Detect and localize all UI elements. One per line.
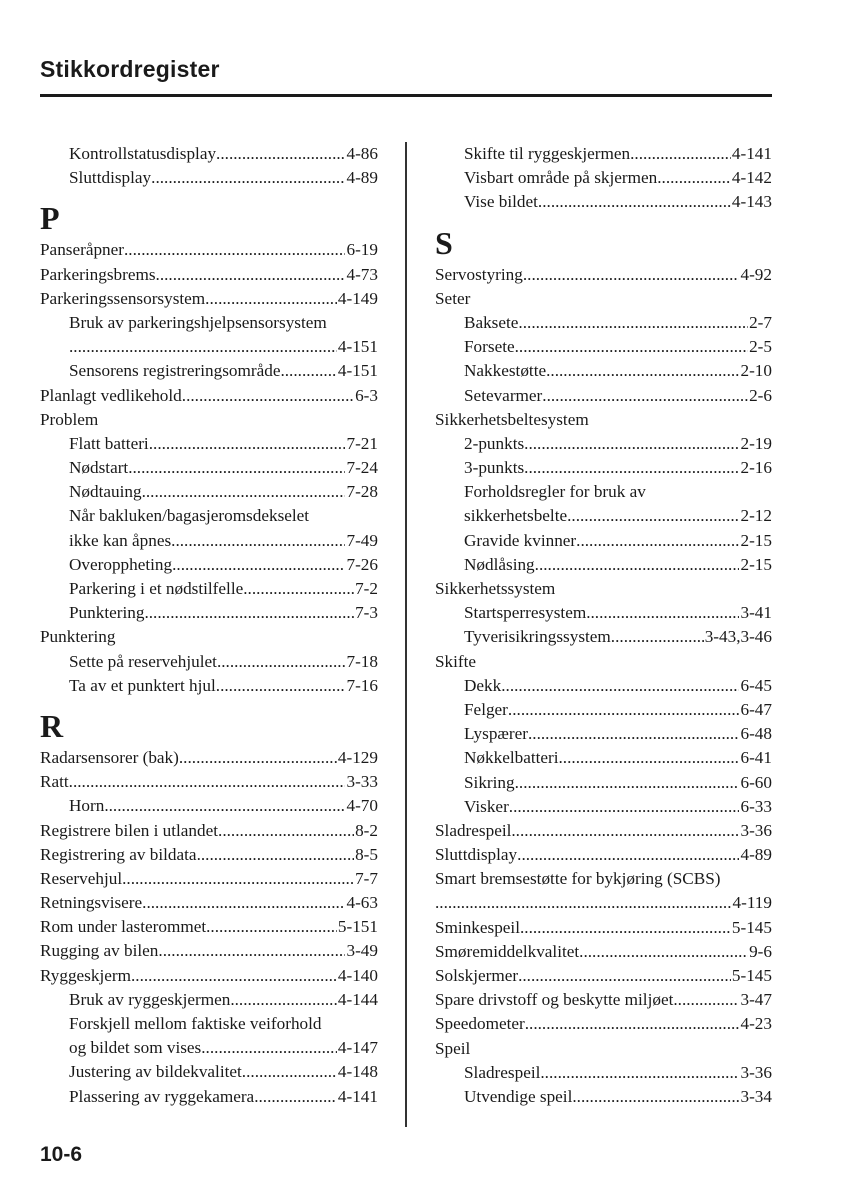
entry-page-ref: 2-10 <box>740 361 772 381</box>
index-entry <box>40 915 378 939</box>
index-entry <box>40 964 378 988</box>
dot-leader <box>528 722 740 746</box>
entry-label: og bildet som vises <box>69 1038 202 1058</box>
entry-page-ref: 8-2 <box>355 820 378 840</box>
dot-leader <box>535 553 740 577</box>
entry-label: Plassering av ryggekamera <box>69 1086 255 1106</box>
header-rule <box>40 94 772 97</box>
entry-page-ref: 7-3 <box>355 603 378 623</box>
entry-page-ref: 6-41 <box>740 748 772 768</box>
entry-page-ref: 3-34 <box>740 1086 772 1106</box>
dot-leader <box>149 432 346 456</box>
index-subentry <box>435 746 772 770</box>
index-subentry <box>435 601 772 625</box>
dot-leader <box>630 142 731 166</box>
entry-page-ref: 2-16 <box>740 458 772 478</box>
dot-leader <box>172 553 345 577</box>
index-entry <box>435 1012 772 1036</box>
entry-page-ref: 3-41 <box>740 603 772 623</box>
entry-page-ref: 4-148 <box>337 1062 378 1082</box>
entry-label: Punktering <box>69 603 145 623</box>
entry-page-ref: 6-45 <box>740 675 772 695</box>
entry-page-ref: 3-36 <box>740 1062 772 1082</box>
dot-leader <box>156 263 346 287</box>
index-subentry <box>40 988 378 1012</box>
dot-leader <box>542 384 748 408</box>
dot-leader <box>586 601 739 625</box>
entry-page-ref: 4-63 <box>346 893 378 913</box>
index-subentry <box>40 359 378 383</box>
dot-leader <box>501 674 739 698</box>
entry-page-ref: 4-73 <box>346 264 378 284</box>
dot-leader <box>128 456 345 480</box>
entry-label: Ta av et punktert hjul <box>69 675 216 695</box>
dot-leader <box>197 843 355 867</box>
index-subentry <box>40 577 378 601</box>
entry-label: Nøkkelbatteri <box>464 748 559 768</box>
dot-leader <box>546 359 739 383</box>
entry-page-ref: 4-86 <box>346 144 378 163</box>
entry-page-ref: 4-141 <box>731 144 772 163</box>
index-column-right <box>435 142 772 1109</box>
index-subentry <box>435 529 772 553</box>
entry-label: Bruk av parkeringshjelpsensorsystem <box>69 312 327 332</box>
index-subentry <box>435 166 772 190</box>
dot-leader <box>142 480 346 504</box>
index-subentry <box>435 771 772 795</box>
page-title: Stikkordregister <box>40 56 220 82</box>
index-entry <box>435 964 772 988</box>
section-letter: S <box>435 224 453 261</box>
index-subentry <box>435 625 772 649</box>
entry-label: Felger <box>464 699 508 719</box>
entry-label: Registrering av bildata <box>40 844 197 864</box>
entry-label: Seter <box>435 288 471 308</box>
dot-leader <box>230 988 337 1012</box>
index-subentry <box>40 142 378 166</box>
entry-label: Sikkerhetssystem <box>435 579 556 598</box>
dot-leader <box>517 843 739 867</box>
entry-label: Ryggeskjerm <box>40 965 131 985</box>
dot-leader <box>201 1036 337 1060</box>
entry-page-ref: 4-143 <box>731 192 772 212</box>
dot-leader <box>142 891 345 915</box>
entry-label: Parkeringssensorsystem <box>40 288 206 308</box>
dot-leader <box>206 915 337 939</box>
entry-label: Kontrollstatusdisplay <box>69 144 217 163</box>
entry-label: Når bakluken/bagasjeromsdekselet <box>69 506 310 526</box>
index-subentry <box>435 190 772 214</box>
index-entry <box>435 408 772 432</box>
index-subentry <box>40 601 378 625</box>
entry-label: Planlagt vedlikehold <box>40 385 182 405</box>
entry-label: Skifte <box>435 651 477 671</box>
entry-label: Servostyring <box>435 264 523 284</box>
entry-label: Solskjermer <box>435 966 519 985</box>
entry-page-ref: 4-70 <box>346 796 378 816</box>
column-divider <box>405 142 407 1127</box>
index-entry <box>435 891 772 915</box>
dot-leader <box>171 529 345 553</box>
entry-page-ref: 2-15 <box>740 530 772 550</box>
index-entry <box>435 577 772 601</box>
index-subentry <box>435 432 772 456</box>
index-subentry <box>40 432 378 456</box>
index-subentry <box>40 1012 378 1036</box>
index-entry <box>40 939 378 963</box>
entry-page-ref: 6-60 <box>740 772 772 792</box>
index-entry <box>40 384 378 408</box>
index-entry <box>435 843 772 867</box>
index-entry <box>435 650 772 674</box>
entry-label: 3-punkts <box>464 458 525 478</box>
entry-label: Problem <box>40 409 99 429</box>
entry-label: Utvendige speil <box>464 1086 573 1106</box>
dot-leader <box>254 1085 337 1109</box>
index-entry <box>40 770 378 794</box>
page-number: 10-6 <box>40 1143 83 1166</box>
index-entry <box>40 408 378 432</box>
dot-leader <box>657 166 731 190</box>
entry-page-ref: 3-36 <box>740 820 772 840</box>
entry-page-ref: 7-21 <box>346 433 378 453</box>
index-subentry <box>435 795 772 819</box>
entry-page-ref: 2-19 <box>740 433 772 453</box>
index-subentry <box>40 794 378 818</box>
index-entry <box>40 263 378 287</box>
entry-label: Retningsvisere <box>40 893 143 913</box>
index-subentry <box>40 456 378 480</box>
entry-page-ref: 7-28 <box>346 482 378 502</box>
index-subentry <box>435 698 772 722</box>
entry-label: 2-punkts <box>464 433 525 453</box>
entry-label: Forholdsregler for bruk av <box>464 482 646 502</box>
dot-leader <box>182 384 354 408</box>
entry-page-ref: 5-145 <box>731 917 772 937</box>
index-entry <box>435 867 772 891</box>
entry-label: Dekk <box>464 675 502 695</box>
dot-leader <box>131 964 337 988</box>
dot-leader <box>673 988 739 1012</box>
entry-label: Spare drivstoff og beskytte miljøet <box>435 990 674 1010</box>
entry-page-ref: 4-140 <box>337 965 378 985</box>
index-subentry <box>435 674 772 698</box>
entry-label: Vise bildet <box>464 192 538 212</box>
index-subentry <box>40 1060 378 1084</box>
entry-label: Sensorens registreringsområde <box>69 361 281 381</box>
index-entry <box>40 238 378 262</box>
dot-leader <box>576 529 739 553</box>
entry-label: Justering av bildekvalitet <box>69 1062 242 1082</box>
entry-page-ref: 3-49 <box>346 941 378 961</box>
entry-label: Nødlåsing <box>464 554 535 574</box>
index-subentry <box>40 674 378 698</box>
dot-leader <box>611 625 704 649</box>
dot-leader <box>69 770 346 794</box>
entry-label: Rugging av bilen <box>40 941 159 961</box>
index-entry <box>435 940 772 964</box>
entry-label: Startsperresystem <box>464 603 587 623</box>
entry-page-ref: 4-142 <box>731 168 772 188</box>
entry-page-ref: 7-16 <box>346 675 378 695</box>
entry-label: Sladrespeil <box>435 820 512 840</box>
entry-label: Sluttdisplay <box>435 845 518 865</box>
index-entry <box>40 625 378 649</box>
entry-label: Horn <box>69 796 105 816</box>
dot-leader <box>122 867 354 891</box>
entry-page-ref: 4-149 <box>337 288 378 308</box>
dot-leader <box>280 359 336 383</box>
entry-page-ref: 2-7 <box>749 312 772 332</box>
entry-page-ref: 7-7 <box>355 868 378 888</box>
index-subentry <box>40 335 378 359</box>
index-subentry <box>40 504 378 528</box>
entry-page-ref: 6-19 <box>346 240 378 260</box>
index-subentry <box>435 142 772 166</box>
entry-label: Sette på reservehjulet <box>69 651 217 671</box>
dot-leader <box>216 674 346 698</box>
dot-leader <box>217 650 346 674</box>
entry-label: Nødstart <box>69 458 129 478</box>
entry-page-ref: 2-15 <box>740 554 772 574</box>
index-subentry <box>40 166 378 190</box>
entry-label: Sminkespeil <box>435 917 520 937</box>
entry-label: Ratt <box>40 772 69 792</box>
entry-page-ref: 4-141 <box>337 1086 378 1106</box>
index-subentry <box>435 1085 772 1109</box>
index-subentry <box>435 384 772 408</box>
dot-leader <box>572 1085 739 1109</box>
entry-label: Nødtauing <box>69 482 142 502</box>
entry-page-ref: 5-151 <box>337 917 378 937</box>
dot-leader <box>216 142 345 166</box>
dot-leader <box>179 746 337 770</box>
entry-page-ref: 4-151 <box>337 337 378 357</box>
dot-leader <box>515 335 748 359</box>
entry-label: Sladrespeil <box>464 1062 541 1082</box>
entry-label: Panseråpner <box>40 240 124 260</box>
entry-label: Visker <box>464 796 509 816</box>
entry-page-ref: 3-33 <box>346 772 378 792</box>
dot-leader <box>218 819 354 843</box>
entry-page-ref: 9-6 <box>749 941 772 961</box>
dot-leader <box>158 939 345 963</box>
index-subentry <box>435 480 772 504</box>
dot-leader <box>124 238 345 262</box>
entry-label: sikkerhetsbelte <box>464 506 568 526</box>
dot-leader <box>243 577 354 601</box>
index-subentry <box>435 359 772 383</box>
dot-leader <box>524 456 739 480</box>
dot-leader <box>509 795 740 819</box>
entry-label: Sikring <box>464 772 515 792</box>
entry-page-ref: 4-119 <box>732 893 772 913</box>
entry-page-ref: 7-18 <box>346 651 378 671</box>
entry-page-ref: 7-2 <box>355 579 378 598</box>
index-subentry <box>40 650 378 674</box>
entry-label: Flatt batteri <box>69 433 149 453</box>
entry-label: Speedometer <box>435 1014 525 1034</box>
entry-page-ref: 2-6 <box>749 385 772 405</box>
dot-leader <box>511 819 739 843</box>
entry-page-ref: 2-5 <box>749 337 772 357</box>
dot-leader <box>515 771 740 795</box>
entry-label: Visbart område på skjermen <box>464 168 658 188</box>
entry-label: Reservehjul <box>40 868 123 888</box>
dot-leader <box>559 746 740 770</box>
index-subentry <box>40 529 378 553</box>
entry-page-ref: 5-145 <box>731 966 772 985</box>
dot-leader <box>242 1060 337 1084</box>
index-subentry <box>435 553 772 577</box>
entry-page-ref: 6-3 <box>355 385 378 405</box>
section-letter: P <box>40 200 60 237</box>
index-subentry <box>40 311 378 335</box>
dot-leader <box>567 504 739 528</box>
entry-page-ref: 7-24 <box>346 458 378 478</box>
dot-leader <box>205 287 337 311</box>
index-entry <box>435 263 772 287</box>
index-entry <box>40 746 378 770</box>
index-subentry <box>40 480 378 504</box>
dot-leader <box>520 916 731 940</box>
index-entry <box>435 819 772 843</box>
index-entry <box>435 1037 772 1061</box>
dot-leader <box>523 263 740 287</box>
entry-page-ref: 4-23 <box>740 1014 772 1034</box>
entry-page-ref: 4-92 <box>740 264 772 284</box>
entry-label: Speil <box>435 1038 471 1058</box>
dot-leader <box>524 432 739 456</box>
entry-page-ref: 2-12 <box>740 506 772 526</box>
entry-page-ref: 3-47 <box>740 990 772 1010</box>
index-entry <box>40 819 378 843</box>
dot-leader <box>525 1012 740 1036</box>
dot-leader <box>69 335 337 359</box>
entry-page-ref: 4-89 <box>740 845 772 865</box>
index-entry <box>435 916 772 940</box>
dot-leader <box>508 698 740 722</box>
entry-label: Punktering <box>40 627 116 647</box>
index-entry <box>435 287 772 311</box>
dot-leader <box>518 311 748 335</box>
entry-label: Skifte til ryggeskjermen <box>464 144 631 163</box>
entry-label: Setevarmer <box>464 385 543 405</box>
entry-label: ikke kan åpnes <box>69 530 172 550</box>
index-subentry <box>40 1036 378 1060</box>
entry-label: Tyverisikringssystem <box>464 627 611 647</box>
entry-page-ref: 7-49 <box>346 530 378 550</box>
entry-label: Rom under lasterommet <box>40 917 207 937</box>
dot-leader <box>435 891 732 915</box>
entry-label: Parkering i et nødstilfelle <box>69 579 244 598</box>
entry-label: Sikkerhetsbeltesystem <box>435 409 589 429</box>
dot-leader <box>579 940 748 964</box>
index-subentry <box>435 722 772 746</box>
dot-leader <box>144 601 354 625</box>
entry-label: Bruk av ryggeskjermen <box>69 989 231 1009</box>
entry-page-ref: 4-151 <box>337 361 378 381</box>
index-subentry <box>435 311 772 335</box>
entry-label: Baksete <box>464 312 519 332</box>
dot-leader <box>104 794 345 818</box>
entry-label: Radarsensorer (bak) <box>40 747 179 767</box>
index-subentry <box>435 335 772 359</box>
index-column-left <box>40 142 378 1109</box>
index-entry <box>435 988 772 1012</box>
entry-label: Overoppheting <box>69 554 173 574</box>
index-subentry <box>435 504 772 528</box>
index-subentry <box>435 1061 772 1085</box>
entry-page-ref: 6-48 <box>740 724 772 744</box>
entry-label: Registrere bilen i utlandet <box>40 820 219 840</box>
index-entry <box>40 891 378 915</box>
index-subentry <box>40 553 378 577</box>
entry-page-ref: 7-26 <box>346 554 378 574</box>
entry-label: Sluttdisplay <box>69 168 152 188</box>
entry-page-ref: 3-43,3-46 <box>704 627 772 647</box>
entry-label: Lyspærer <box>464 724 528 744</box>
index-subentry <box>435 456 772 480</box>
entry-label: Nakkestøtte <box>464 361 547 381</box>
entry-label: Gravide kvinner <box>464 530 577 550</box>
index-entry <box>40 287 378 311</box>
entry-page-ref: 4-89 <box>346 168 378 188</box>
entry-page-ref: 6-33 <box>740 796 772 816</box>
index-entry <box>40 867 378 891</box>
dot-leader <box>518 964 731 988</box>
entry-page-ref: 4-147 <box>337 1038 378 1058</box>
dot-leader <box>540 1061 739 1085</box>
entry-page-ref: 4-129 <box>337 747 378 767</box>
index-entry <box>40 843 378 867</box>
entry-label: Smøremiddelkvalitet <box>435 941 580 961</box>
entry-label: Smart bremsestøtte for bykjøring (SCBS) <box>435 869 721 889</box>
entry-label: Parkeringsbrems <box>40 264 156 284</box>
entry-page-ref: 6-47 <box>740 699 772 719</box>
index-subentry <box>40 1085 378 1109</box>
entry-label: Forskjell mellom faktiske veiforhold <box>69 1014 322 1033</box>
entry-page-ref: 4-144 <box>337 989 378 1009</box>
section-letter: R <box>40 707 64 744</box>
dot-leader <box>538 190 731 214</box>
dot-leader <box>151 166 345 190</box>
entry-label: Forsete <box>464 337 515 357</box>
entry-page-ref: 8-5 <box>355 844 378 864</box>
